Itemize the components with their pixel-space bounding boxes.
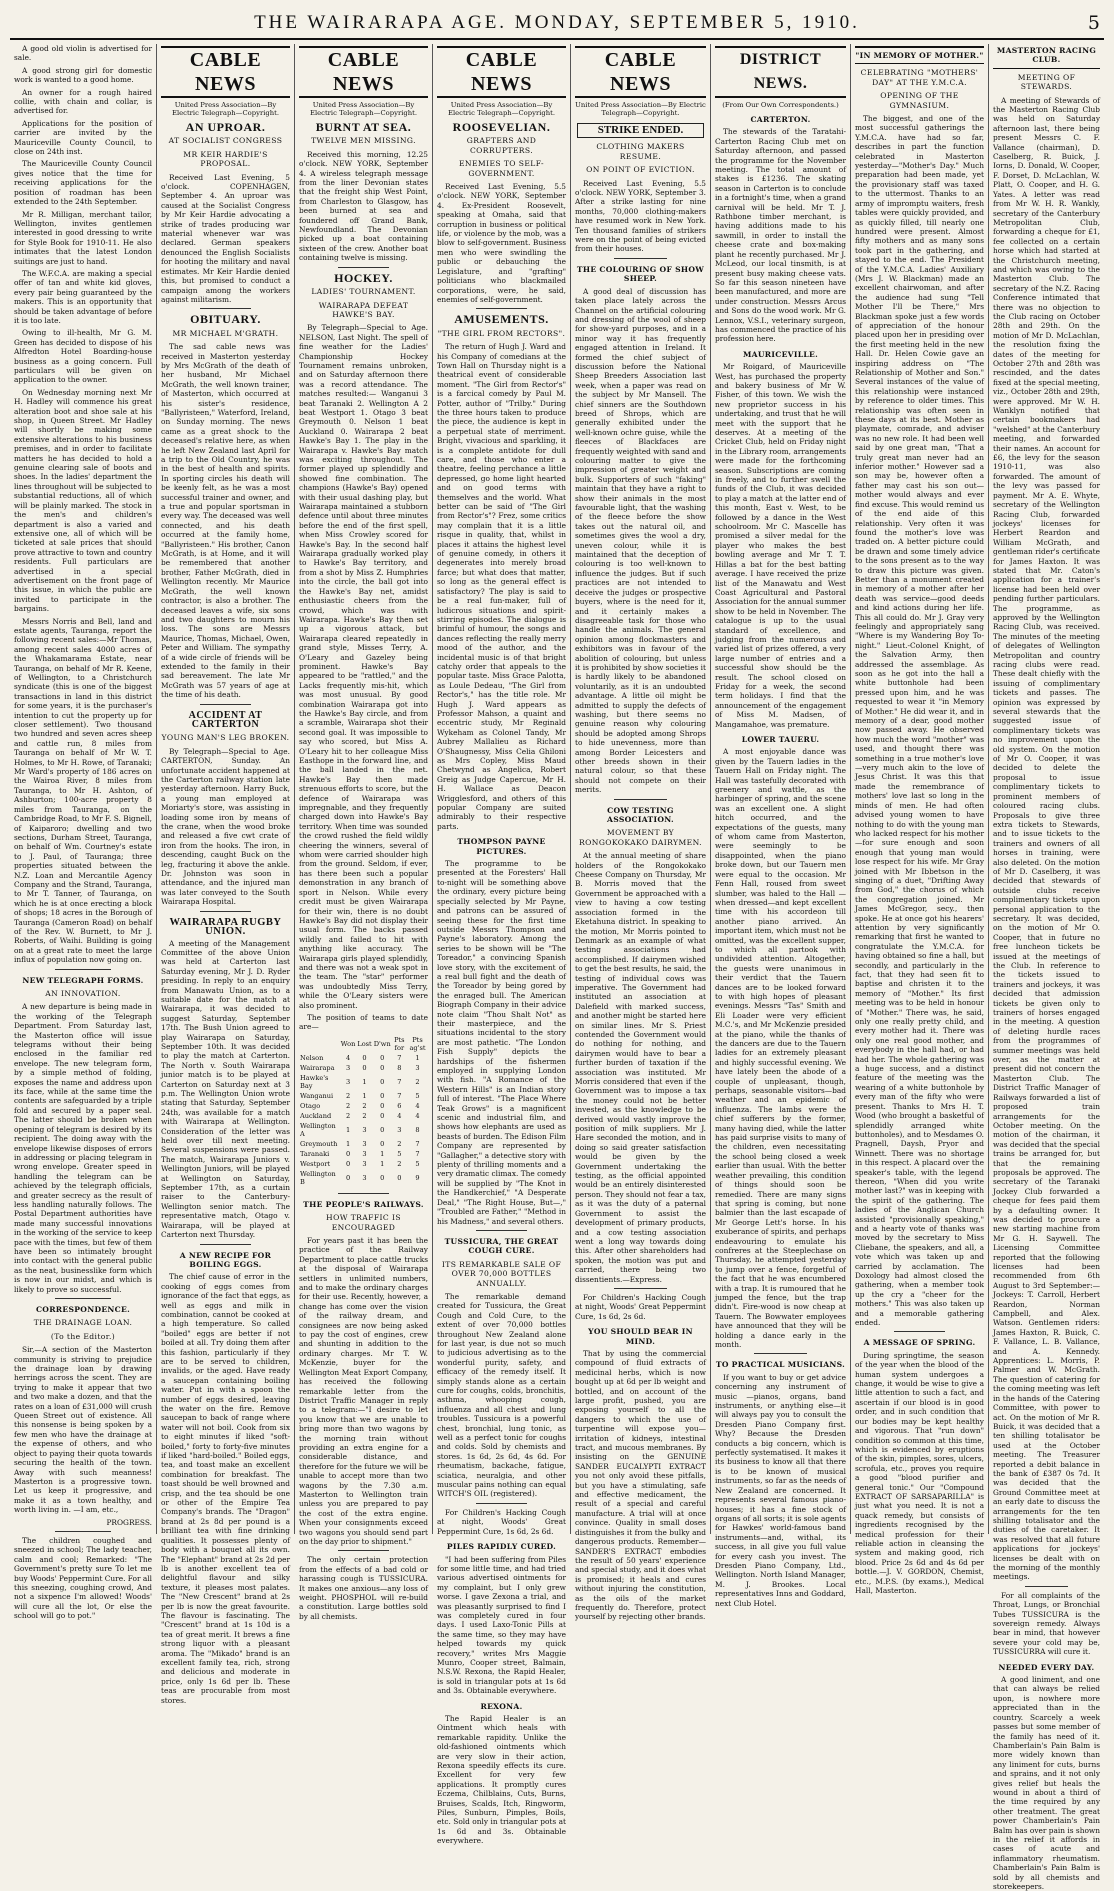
divider (614, 1288, 666, 1289)
article-body: The sad cable news was received in Masterton yesterday by Mrs McGrath of the death of her husband, Mr Michael McGrath, the well known trainer, of Masterton, which occurred at his sister's residence, "Ballyristeen," Waterford, Ireland, on Sunday morning. The news came as a great shock to the deceased's relative here, as when he left New Zealand last April for a trip to the Old Country, he was in the best of health and spirits. In sporting circles his death will be keenly felt, as he was a most successful trainer and owner, and a true and popular sportsman in every way. The deceased was well connected, and his death occurred at the family home, "Ballyristeen." His brother, Canon McGrath, is at Home, and it will be remembered that another brother, Father McGrath, died in Wellington recently. Mr Maurice McGrath, the well known contractor, is also a brother. The deceased leaves a wife, six sons and two daughters to mourn his loss. The sons are Messrs Maurice, Thomas, Michael, Owen, Peter and William. The sympathy of a wide circle of friends will be extended to the family in their sad bereavement. The late Mr McGrath was 57 years of age at the time of his death. (161, 342, 290, 700)
article-subhead: MOVEMENT BY RONGOKOKAKO DAIRYMEN. (579, 828, 702, 847)
article-headline: THE COLOURING OF SHOW SHEEP. (576, 264, 705, 284)
column-4 (432, 44, 570, 1846)
table-cell: 3 (345, 1077, 351, 1086)
table-cell: 3 (345, 1063, 351, 1072)
table-cell: 0 (345, 1149, 351, 1158)
article-subhead: (To the Editor.) (50, 1331, 116, 1341)
section-banner: CABLE NEWS (299, 46, 428, 98)
article-headline: "IN MEMORY OF MOTHER." (855, 46, 984, 64)
advert-text: "I had been suffering from Piles for some little time, and had tried various advertised ointments for my complaint, but I only grew worse. I gave Zexona a trial, and was pleasantly surprised to find I was completely cured in four days. I used Laxo-Tonic Pills at the same time, so they may have helped towards my quick recovery," writes Mrs Maggie Munro, Cooper street, Balmain, N.S.W. Rexona, the Rapid Healer, is sold in triangular pots at 1s 6d and 3s. Obtainable everywhere. (437, 1554, 566, 1696)
article-body: The chief cause of error in the cooking of eggs comes from ignorance of the fact that eggs, as well as eggs and milk in combination, cannot be cooked at a high temperature. So called "boiled" eggs are better if not boiled at all. Try doing them after this fashion, particularly if they are to be served to children, invalids, or the aged. Have ready a saucepan containing boiling water. Put in with a spoon the number of eggs desired, leaving the water on the fire. Remove saucepan to back of range where water will not boil. Cook from six to eight minutes if liked "soft-boiled," forty to forty-five minutes if liked "hard-boiled." Boiled eggs, tea, and toast make an excellent combination for breakfast. The toast should be well browned and crisp, and the tea should be one or other of the Empire Tea Company's brands. The "Dragon" brand at 2s 8d per pound is a brilliant tea with fine drinking qualities. It possesses plenty of body with a bouquet all its own. The "Elephant" brand at 2s 2d per lb is another excellent tea of delightful flavour and silky texture, it pleases most palates. The "New Crescent" brand at 2s per lb is now the great favourite. The flavour is fascinating. The "Crescent" brand at 1s 10d is a tea of great merit. It brews a fine strong liquor with a pleasant aroma. The "Mikado" brand is an excellent family tea, rich, strong and delicious and moderate in price, only 1s 6d per lb. These teas are procurable from most stores. (161, 1272, 290, 1705)
section-banner: CABLE NEWS (437, 46, 566, 98)
article-headline: ACCIDENT AT CARTERTON (188, 709, 263, 730)
table-cell: Greymouth (300, 1139, 338, 1148)
divider (200, 911, 252, 912)
table-cell: 8 (397, 1063, 402, 1072)
press-credit: United Press Association—By Electric Telegraph—Copyright. (447, 101, 555, 117)
article-body: The return of Hugh J. Ward and his Company of comedians at the Town Hall on Thursday night is a theatrical event of considerable moment. "The Girl from Rector's" is a farcical comedy by Paul M. Potter, author of "Trilby." During the three hours taken to produce the piece, the audience is kept in a perpetual state of merriment. Bright, vivacious and sparkling, it is a complete antidote for dull care, and those who enter a theatre, feeling perchance a little depressed, go home light hearted and on good terms with themselves and the world. What better can be said of "The Girl from Rector's"? Frez, some critics may complain that it is a little risque in quality, that, whilst in places it attains the highest level of genuine comedy, in others it degenerates into merely broad farce; but what does that matter, so long as the general effect is satisfactory? The play is said to be a real fun-maker, full of ludicrous situations and spirit-stirring episodes. The dialogue is brimful of humour, the songs and dances reflecting the really merry mood of the author, and the incidental music is of that bright catchy order that appeals to the popular taste. Miss Grace Palotta, as Loule Dedeau, "The Girl from Rector's," has the title role. Mr Hugh J. Ward appears as Professor Mahson, a quaint and eccentric study, Mr Reginald Wykeham as Colonel Tandy, Mr Aubrey Mallalieu as Richard O'Shaugnessy, Miss Celia Ghiloni as Mrs Copley, Miss Maud Chetwynd as Angelica, Robert Greig as Judge Capercue, Mr H. H. Wallace as Deacon Wrigglesford, and others of this popular Company are suited admirably to their respective parts. (437, 342, 566, 831)
notice-paragraph: Owing to ill-health, Mr G. M. Green has decided to dispose of his Alfredton Hotel Boarding-house business as a going concern. Full particulars will be given on application to the owner. (14, 328, 152, 385)
table-cell: 2 (345, 1111, 351, 1120)
article-subhead: ENEMIES TO SELF-GOVERNMENT. (458, 159, 545, 178)
letter-signature: PROGRESS. (106, 1517, 152, 1527)
short-notices (14, 44, 152, 965)
table-cell: 0 (380, 1053, 385, 1062)
table-row (299, 1159, 428, 1169)
notice-paragraph: An owner for a rough haired collie, with chain and collar, is advertised for. (14, 87, 152, 116)
article-headline: CORRESPONDENCE. (35, 1305, 131, 1314)
table-cell: 0 (380, 1111, 385, 1120)
table-cell: Taranaki (300, 1149, 330, 1158)
article-body: Received Last Evening, 5.5 o'clock. NEW YORK, September 4. Ex-President Roosevelt, speaking at Omaha, said that corruption in business or political life, or violence by the mob, was a blow to self-government. Business men who were swindling the public or debauching the Legislature, and "grafting" politicians who blackmailed corporations, were, he said, enemies of self-government. (437, 182, 566, 304)
table-row (299, 1073, 428, 1091)
notice-paragraph: A good strong girl for domestic work is wanted to a good home. (14, 65, 152, 85)
table-header: Lost (357, 1039, 372, 1048)
article-body: The stewards of the Taratahi-Carterton Racing Club met on Saturday afternoon, and passed the programme for the November meeting. The total amount of stakes is £1236. The skating season in Carterton is to conclude in a fortnight's time, when a grand carnival will be held. Mr T. J. Rathbone timber merchant, is having additions made to his sawmill, in order to install the cheese crate and box-making plant he recently purchased. Mr J. McLeod, our local tinsmith, is at present busy making cheese vats. So far this season nineteen have been manufactured, and more are under construction. Messrs Arcus and Sons do the wood work. Mr G. Lennox, V.S.I., veterinary surgeon, has commenced the practice of his profession here. (715, 127, 846, 344)
table-header: Pts for (394, 1035, 405, 1052)
article-body: By Telegraph—Special to Age. NELSON, Last Night. The spell of fine weather for the Ladies' Championship Hockey Tournament remains unbroken, and on Saturday afternoon there was a record attendance. The matches resulted:— Wanganui 3 beat Taranaki 2. Wellington A 2 beat Westport 1. Otago 3 beat Greymouth 0. Nelson 1 beat Auckland 0. Wairarapa 2 beat Hawke's Bay 1. The play in the Wairarapa v. Hawke's Bay match was exciting throughout. The former played up splendidly and showed fine combination. The champions (Hawke's Bay) opened with their usual dashing play, but Wairarapa maintained a stubborn defence until about three minutes before the end of the first spell, when Miss Crowley scored for Hawke's Bay. In the second half Wairarapa gradually worked play to Hawke's Bay territory, and from a shot by Miss Z. Humphries into the circle, the ball got into the Hawke's Bay net, amidst enthusiastic cheers from the crowd, which was with Wairarapa. Hawke's Bay then set up a vigorous attack, but Wairarapa cleared repeatedly in grand style, Misses Terry, A. O'Leary and Gazeley being prominent. Hawke's Bay appeared to be "rattled," and the Lacks frequently mis-hit, which was most unusual. By good combination Wairarapa got into the Hawke's Bay circle, and from a scramble, Wairarapa shot their second goal. It was impossible to say who scored, but Miss A. O'Leary hit to her colleague Miss Easthope in the forward line, and the ball landed in the net. Hawke's Bay then made strenuous efforts to score, but the defence of Wairarapa was impregnable, and they frequently charged down into Hawke's Bay territory. When time was sounded the crowd rushed the field wildly cheering the winners, several of whom were carried shoulder high from the ground. Seldom, if ever, has there been such a popular demonstration in any branch of sport in Nelson. While every credit must be given Wairarapa for their win, there is no doubt Hawke's Bay did not display their usual form. The backs passed wildly and failed to hit with anything like accuracy. The Wairarapa girls played splendidly, and there was not a weak spot in the team. The "star" performer was undoubtedly Miss Terry, while the O'Leary sisters were also prominent. (299, 323, 428, 1010)
table-cell: 0 (380, 1173, 385, 1182)
divider (476, 1230, 528, 1231)
table-cell: Wanganui (300, 1091, 334, 1100)
table-cell: 0 (380, 1125, 385, 1134)
article-subhead: GRAFTERS AND CORRUPTERS. (466, 136, 537, 155)
article-body: Mr Roigard, of Mauriceville West, has purchased the property and bakery business of Mr W. Fisher, of this town. We wish the new proprietor success in his undertaking, and trust that he will meet with the support that he deserves. At a meeting of the Cricket Club, held on Friday night in the Library room, arrangements were made for the forthcoming season. Subscriptions are coming in freely, and to further swell the funds of the Club, it was decided to play a match at the latter end of this month, East v. West, to be followed by a dance in the West schoolroom. Mr C. Mascelle has promised a silver medal for the player who makes the best bowling average and Mr T. T. Hillas a bat for the best batting average. I have received the prize list of the Manawatu and West Coast Agricultural and Pastoral Association for the annual summer show to be held in November. The catalogue is up to the usual standard of excellence, and judging from the numerous and varied list of prizes offered, a very large number of entries and a successful show should be the result. The school closed on Friday for a week, the second term holidays. I find that the announcement of the engagement of Miss M. Madsen, of Mangamahoe, was premature. (715, 362, 846, 729)
table-header: Pts ag'st (409, 1035, 426, 1052)
table-cell: Westport (300, 1159, 331, 1168)
table-cell: 3 (362, 1173, 367, 1182)
table-row (299, 1149, 428, 1159)
article-headline: OBITUARY. (190, 312, 261, 327)
press-credit: United Press Association—By Electric Telegraph—Copyright. (575, 101, 706, 117)
table-cell: 0 (397, 1173, 402, 1182)
table-cell: 1 (345, 1139, 351, 1148)
article-subhead: ITS REMARKABLE SALE OF OVER 70,000 BOTTLES ANNUALLY. (441, 1259, 562, 1288)
table-row (299, 1121, 428, 1139)
article-headline: A MESSAGE OF SPRING. (863, 1338, 976, 1348)
article-body: A meeting of Stewards of the Masterton Racing Club was held on Saturday afternoon last, there being present Messrs C. F. Vallance (chairman), D. Caselberg, R. Buick, J. Iorns, D. Donald, W. Cooper, F. Dorset, D. McLachlan, W. Platt, O. Cooper, and H. G. Yates. A letter was read from Mr W. H. R. Wankly, secretary of the Canterbury Metropolitan Club, forwarding a cheque for £1, fee collected on a certain horse which had started at the Christchurch meeting, and which was owing to the Masterton Club. The secretary of the N.Z. Racing Conference intimated that there was no objection to the Club racing on October 28th and 29th. On the motion of Mr D. McLachlan, the resolution fixing the dates of the meeting for October 27th and 28th was rescinded, and the dates fixed at the special meeting, viz., October 28th and 29th, were approved. Mr W. H. Wanklyn notified that certain bookmakers had "welshed" at the Canterbury meeting, and forwarded their names. An account for £6, the levy for the season 1910-11, was also forwarded. The amount of the levy was passed for payment. Mr A. E. Whyte, secretary of the Wellington Racing Club, forwarded jockeys' licenses for Herbert Reardon and William McGrath, and gentleman rider's certificate for James Haxton. It was stated that Mr. Caton's application for a trainer's license had been held over pending further particulars. The programme, as approved by the Wellington Racing Club, was received. The minutes of the meeting of delegates of Wellington Metropolitan and country racing clubs were read. These dealt chiefly with the issuing of complimentary tickets and passes. The opinion was expressed by several stewards that the suggested issue of complimentary tickets was no improvement upon the old system. On the motion of Mr O. Cooper, it was decided to delete the proposal to issue complimentary tickets to prominent members of coloured racing clubs. Proposals to give three extra tickets to Stewards, and to issue tickets to the trainers and owners of all horses in training, were also deleted. On the motion of Mr D. Caselberg, it was decided that stewards of outside clubs receive complimentary tickets upon personal application to the secretary. It was decided, on the motion of Mr O. Cooper, that in future no free luncheon tickets be issued at the meetings of the Club. In reference to the tickets issued to trainers and jockeys, it was decided that admission tickets be given only to trainers of horses engaged in the meeting. A question of deleting hurdle races from the programmes of summer meetings was held over, as the matter at present did not concern the Masterton Club. The District Traffic Manager of Railways forwarded a list of proposed train arrangements for the October meeting. On the motion of the chairman, it was decided that the special trains be arranged for, but that the remaining proposals be approved. The secretary of the Taranaki Jockey Club forwarded a cheque for fees paid them by a defaulting owner. It was decided to procure a new starting machine from Mr G. H. Saywell. The Licensing Committee reported that the following licenses had been recommended from 6th August to 3rd September:—Jockeys: T. Carroll, Herbert Reardon, Norman Campbell, and Alex. Watson. Gentlemen riders: James Haxton, R. Buick, C. F. Vallance, L. B. Vallance, and A. Kennedy. Apprentices: L. Morris, P. Palmer and W. McGrath. The question of catering for the coming meeting was left in the hands of the Catering Committee, with power to act. On the motion of Mr R. Buick, it was decided that a ten shilling totalisator be used at the October meeting. The Treasurer reported a debit balance in the bank of £387 0s 7d. It was decided that the Ground Committee meet at an early date to discuss the arrangements for the ten shilling totalisator and the duties of the caretaker. It was resolved that all future applications for jockeys' licenses be dealt with on the morning of the monthly meetings. (993, 95, 1101, 1582)
column-2 (156, 44, 294, 1705)
table-cell: 0 (380, 1077, 385, 1086)
table-cell: 3 (397, 1125, 402, 1134)
divider (338, 1550, 390, 1551)
divider (338, 1193, 390, 1194)
table-cell: 3 (415, 1063, 420, 1072)
article-headline: NEW TELEGRAPH FORMS. (22, 975, 144, 985)
article-headline: YOU SHOULD BEAR IN MIND. (588, 1327, 693, 1346)
divider (614, 258, 666, 259)
table-cell: 0 (380, 1063, 385, 1072)
article-body: A meeting of the Management Committee of the above Union was held at Carterton last Saturday evening, Mr J. D. Ryder presiding. In reply to an enquiry from Manawatu Union, as to a suitable date for the match at Wairarapa, it was decided to suggest Saturday, September 17th. The Bush Union agreed to play Wairarapa on Saturday, September 10th. It was decided to play the match at Carterton. The North v. South Wairarapa junior match is to be played at Carterton on Saturday next at 3 p.m. The Wellington Union wrote stating that Saturday, September 24th, was available for a match with Wairarapa at Wellington. Consideration of the letter was held over till next meeting. Several suspensions were passed. The match, Wairarapa Juniors v. Wellington Juniors, will be played at Wellington on Saturday, September 17th, as a curtain raiser to the Canterbury-Wellington senior match. The representative match, Otago v. Wairarapa, will be played at Carterton next Thursday. (161, 938, 290, 1240)
advert-text: The only certain protection from the effects of a bad cold or harassing cough is TUSSICURA. It makes one anxious—any loss of weight. PHOSPHOL will re-build a constitution. Large bottles sold by all chemists. (299, 1555, 428, 1621)
article-headline: THE PEOPLE'S RAILWAYS. (303, 1199, 424, 1209)
article-headline: PILES RAPIDLY CURED. (446, 1542, 557, 1552)
table-cell: 2 (415, 1077, 420, 1086)
article-headline: ROOSEVELIAN. (452, 120, 551, 134)
article-subhead: WAIRARAPA DEFEAT HAWKE'S BAY. (318, 300, 409, 319)
article-headline: WAIRARAPA RUGBY UNION. (169, 916, 282, 938)
table-cell: 0 (345, 1173, 351, 1182)
table-cell: 7 (397, 1053, 402, 1062)
column-1 (10, 44, 156, 1621)
column-3 (294, 44, 432, 1621)
table-cell: 0 (345, 1159, 351, 1168)
article-headline: TUSSICURA, THE GREAT COUGH CURE. (444, 1236, 559, 1256)
article-headline: A NEW RECIPE FOR BOILING EGGS. (179, 1250, 272, 1269)
table-cell: 2 (397, 1139, 402, 1148)
table-cell: 5 (397, 1149, 402, 1158)
table-cell: 2 (345, 1091, 351, 1100)
table-cell: 1 (345, 1125, 351, 1134)
table-cell: 1 (380, 1149, 385, 1158)
divider (200, 704, 252, 705)
article-body: A good deal of discussion has taken place lately across the Channel on the artificial colouring and dressing of the wool of sheep for show-yard purposes, and in a minor way it has frequently engaged attention in Ireland. It formed the chief subject of discussion before the National Sheep Breeders Association last week, when a paper was read on the subject by Mr Mansell. The chief sinners are the Southdown breed of Shrops, which are generally exhibited under the well-known ochre guise, while the fleeces of Blackfaces are frequently weighted with sand and colouring matter to give the impression of greater weight and bulk. Supporters of such "faking" maintain that they have a right to show their animals in the most favourable light, that the washing of the fleece before the show takes out the natural oil, and sometimes gives the wool a dry, uneven colour, while it is maintained that the deception of colouring is too well-known to influence the judges. But if such practices are not intended to deceive the judges or prospective buyers, where is the need for it, and it certainly makes a disagreeable task for those who handle the animals. The general opinion among flockmasters and exhibitors was in favour of the abolition of colouring, but unless it is prohibited by show societies it is hardly likely to be abandoned voluntarily, as it is an undoubted advantage. A little oil might be admitted to supply the defects of washing, but there seems no genuine reason why colouring should be adopted among Shrops to hide unevenness, more than among Border Leicesters and other breeds shown in their natural colour, so that these should not compete on their merits. (575, 286, 706, 795)
table-intro: The position of teams to date are— (299, 1012, 428, 1032)
article-body: At the annual meeting of share holders of the Rongokokako Cheese Company on Thursday, Mr B. Morris moved that the Government be approached with a view to having a cow testing association formed in the Eketahuna district. In speaking to the motion, Mr Morris pointed to Denmark as an example of what testing associations had accomplished. If dairymen wished to get the best results, he said, the testing of individual cows was imperative. The Government had instituted an association at Dalefield with marked success, and another might be started here on similar lines. Mr S. Priest contended the Government would do nothing for nothing, and dairymen would have to bear a further burden of taxation if the association was instituted. Mr Morris considered that even if the Government was to impose a tax the money could not be better invested, as the knowledge to be derived would vastly improve the position of milk suppliers. Mr J. Hare seconded the motion, and in doing so said greater satisfaction would be given by the Government undertaking the testing, as the official appointed would be an entirely disinterested person. They should not fear a tax, as it was the duty of a paternal Government to assist the development of primary products, and a cow testing association went a long way towards doing this. After other shareholders had spoken, the motion was put and carried, there being two dissentients.—Express. (575, 851, 706, 1284)
notice-paragraph: A good old violin is advertised for sale. (14, 44, 152, 63)
divider (1025, 1586, 1068, 1587)
letter-body: Sir,—A section of the Masterton community is striving to prejudice the drainage loan by drawing herrings across the scent. They are trying to make it appear that two and two make a dozen, and that the rates on a loan of £31,000 will crush Queen Street out of existence. All this nonsense is being spoken by a few men who have the drainage at the expense of others, and who object to paying their quota towards securing the health of the town. Away with such meanness! Masterton is a progressive town. Let us keep it progressive, and make it as a town healthy, and worth living in. —I am, etc., (14, 1345, 152, 1515)
article-body: A new departure is being made in the working of the Telegraph Department. From Saturday last, the Masterton office will issue telegrams without their being enclosed in the familiar red envelope. The new telegram form, by a simple method of folding, exposes the name and address upon its face, while at the same time the contents are safeguarded by a triple fold and secured by a paper seal. The latter should be broken when opening of telegram is desired by its recipient. The doing away with the envelope likewise disposes of errors in addressing or placing telegram in wrong envelope. Greater speed in handling the telegram can be achieved by the telegraph officials, and greater secrecy as the result of less handling naturally follows. The Postal Department authorities have made many successful innovations in the working of the service to keep pace with the times, but few of them have been so intimately brought into contact with the general public as the neat, businesslike form which is now in our midst, and which is likely to prove so successful. (14, 1002, 152, 1294)
divider (476, 308, 528, 309)
table-row (299, 1111, 428, 1121)
column-6 (710, 44, 850, 1608)
table-cell: 9 (415, 1173, 420, 1182)
advert-poem: The children coughed and sneezed in school; The lady teacher, calm and cool; Remarked: "The Government's pretty sure To let me buy Woods' Peppermint Cure. For all this sneezing, coughing crowd, And not a sixpence I'm allowed! Woods' will cure all the lot, Or else the school will go to pot." (14, 1535, 152, 1621)
article-subhead: MEETING OF STEWARDS. (1017, 72, 1076, 92)
section-banner: DISTRICT NEWS. (715, 46, 846, 98)
table-cell: 2 (345, 1101, 351, 1110)
table-cell: 7 (415, 1139, 420, 1148)
table-header: D'wn (373, 1039, 391, 1048)
boxed-headline: STRIKE ENDED. (577, 123, 704, 138)
notice-paragraph: Messrs Norris and Bell, land and estate agents, Tauranga, report the following recent sales:—Mr Thomas, among recent sales 4000 acres of the Whakamarama Estate, near Tauranga, on behalf of Mr R. Keene, of Wellington, to a Christchurch syndicate (this is one of the biggest transactions in land in this district for some years, it is the purchaser's intention to cut the property up for closer settlement). Two thousand two hundred and seven acres sheep and cattle run, 8 miles from Tauranga on behalf of Mr W. T. Holmes, to Mr H. Rowe, of Taranaki; Mr Ward's property of 186 acres on the Wairoa River, 8 miles from Tauranga, to Mr H. Ashton, of Ashburton; 100-acre property 8 miles from Tauranga, on the Cambridge Road, to Mr F. S. Bignell, of Kaiparoro; dwelling and two sections, Durham Street, Tauranga, on behalf of Wm. Courtney's estate to J. Paul, of Tauranga; three properties situated between the N.Z. Loan and Mercantile Agency Company and the Strand, Tauranga, to Mr T. Tanner, of Tauranga, on which he is at once erecting a block of shops; 18 acres in the Borough of Tauranga (Cameron Road) on behalf of the Rev. W. Burnett, to Mr J. Roberts, of Waihi. Building is going on at a great rate to meet the large influx of population now going on. (14, 616, 152, 965)
table-cell: 4 (415, 1111, 420, 1120)
article-headline: MASTERTON RACING CLUB. (993, 46, 1100, 69)
article-headline: NEEDED EVERY DAY. (998, 1662, 1095, 1672)
table-row (299, 1169, 428, 1187)
article-body: The programme to be presented at the Foresters' Hall to-night will be something above the ordinary, every picture being specially selected by Mr Payne, and patrons can be assured of seeing these for the first time outside Messrs Thompson and Payne's laboratory. Among the series to be shown will be "The Toreador," a convincing Spanish love story, with the excitement of a real bull fight and the death of the Toreador by being gored by the enraged bull. The American Biograph Company in their advice note claim "Thou Shalt Not" as their masterpiece, and the situations incidental to the story are most pathetic. "The London Fish Supply" depicts the hardships of the fishermen employed in supplying London with fish. "A Romance of the Western Hills" is an Indian story full of interest. "The Place Where Teak Grows" is a magnificent scenic and industrial film, and shows how elephants are used as beasts of burden. The Edison Film Company are represented by "Gallagher," a detective story with plenty of thrilling moments and a very dramatic climax. The comedy will be supplied by "The Knot in the Handkerchief," "A Desperate Deal," "The Right House, But—," "Troubled are Father," "Method in his Madness," and several others. (437, 859, 566, 1226)
masthead (10, 8, 1104, 40)
table-cell: 3 (362, 1125, 367, 1134)
table-cell: 3 (362, 1149, 367, 1158)
table-cell: 1 (362, 1091, 367, 1100)
article-headline: AN UPROAR. (185, 120, 266, 134)
article-subhead: AT SOCIALIST CONGRESS (168, 136, 283, 146)
table-cell: 1 (380, 1159, 385, 1168)
column-8 (988, 44, 1104, 1891)
divider (55, 1298, 110, 1299)
advert-text: For all complaints of the Throat, Lungs, or Bronchial Tubes TUSSICURA is the sovereign remedy. Always bear in mind, that however severe your cold may be, TUSSICURRA will cure it. (993, 1590, 1100, 1657)
table-cell: 7 (415, 1149, 420, 1158)
advert-text: For Children's Hacking Cough at night, Woods' Great Peppermint Cure, 1s 6d, 2s 6d. (437, 1507, 566, 1536)
article-subhead: "THE GIRL FROM RECTORS". (437, 328, 566, 338)
table-cell: 5 (415, 1159, 420, 1168)
notice-paragraph: On Wednesday morning next Mr H. Hadley will commence his great alteration boot and shoe sale at his shop, in Queen Street. Mr Hadley will shortly be making some extensive alterations to his business premises, and in order to facilitate matters he has decided to hold a genuine clearing sale of boots and shoes. In the ladies' department the lines throughout will be subjected to substantial reductions, all of which will be plainly marked. The stock in the men's and children's department is also a varied and extensive one, all of which will be ticketed at sale prices that should prove attractive to town and country residents. Full particulars are advertised in a special advertisement on the front page of this issue, in which the public are invited to participate in the bargains. (14, 387, 152, 614)
divider (200, 308, 252, 309)
press-credit: (From Our Own Correspondents.) (722, 101, 839, 109)
table-cell: 0 (362, 1063, 367, 1072)
table-header-row (299, 1035, 428, 1053)
article-subhead: AN INNOVATION. (45, 989, 121, 998)
article-subhead: OPENING OF THE GYMNASIUM. (880, 91, 959, 110)
table-cell: 6 (397, 1101, 402, 1110)
advert-text: The remarkable demand created for Tussicura, the Great Cough and Cold Cure, to the extent of over 70,000 bottles throughout New Zealand alone for last year, is due not so much to judicious advertising as to the wonderful purity, safety, and efficacy of the remedy itself. It simply stands alone as a certain cure for coughs, colds, bronchitis, asthma, whooping cough, influenza and all chest and lung troubles. Tussicura is a powerful chest, bronchial, lung tonic, as well as a perfect tonic for coughs and colds. Sold by chemists and stores. 1s 6d, 2s 6d, 4s 6d. For rheumatism, backache, fatigue, sciatica, neuralgia, and other muscular pains nothing can equal WITCH'S OIL (registered). (437, 1291, 566, 1499)
advert-text: For Children's Hacking Cough at night, Woods' Great Peppermint Cure, 1s 6d, 2s 6d. (575, 1292, 706, 1321)
column-5 (570, 44, 710, 1622)
notice-paragraph: Mr R. Milligan, merchant tailor, Wellington, invites gentlemen interested in good dressing to write for Style Book for 1910-11. He also intimates that the latest London suitings are just to hand. (14, 209, 152, 266)
article-headline: AMUSEMENTS. (454, 312, 549, 327)
article-subhead: MR MICHAEL M'GRATH. (172, 328, 279, 338)
table-cell: 7 (397, 1077, 402, 1086)
divider (55, 969, 110, 970)
article-body: Received this morning, 12.25 o'clock. NEW YORK, September 4. A wireless telegraph message from the liner Devonian states that the freight ship West Point, from Charleston to Glasgow, has been burned at sea and foundered off Grand Bank, Newfoundland. The Devonian picked up a boat containing sixteen of the crew. Another boat containing twelve is missing. (299, 149, 428, 263)
article-headline: COW TESTING ASSOCIATION. (607, 805, 674, 825)
advert-text: During springtime, the season of the year when the blood of the human system undergoes a change, it would be wise to give a little attention to such a fact, and ascertain if our blood is in good order, and in such condition that our bodies may be kept healthy and vigorous. That "run down" condition so common at this time, which is evidenced by eruptions of the skin, pimples, sores, ulcers, scrofula, etc., proves you require a good "blood purifier and general tonic." Our "Compound EXTRACT OF SARSAPARILLA" is just what you need. It is not a quack remedy, but consists of ingredients recognised by the medical profession for their reliable action in cleansing the system and making good, rich blood. Price 2s 6d and 4s 6d per bottle.—J. V. GORDON, Chemist, etc., M.P.S. (by exams.), Medical Hall, Masterton. (855, 1350, 984, 1595)
article-headline: HOCKEY. (334, 270, 393, 285)
table-cell: Auckland (300, 1111, 332, 1120)
table-cell: 5 (415, 1091, 420, 1100)
table-cell: Wairarapa (300, 1063, 335, 1072)
article-headline: BURNT AT SEA. (315, 120, 412, 134)
standings-table (299, 1035, 428, 1187)
article-body: By Telegraph—Special to Age. CARTERTON, Sunday. An unfortunate accident happened at the Carterton railway station late yesterday afternoon. Harry Buck, a young man employed at Moriarty's store, was assisting in loading some iron by means of the crane, when the wood broke and released a five cwt crate of iron from the hooks. The iron, in descending, caught Buck on the leg, fracturing it above the ankle. Dr. Johnston was soon in attendance, and the injured man was later conveyed to the South Wairarapa Hospital. (161, 746, 290, 907)
district-headline: MAURICEVILLE. (742, 349, 819, 359)
article-subhead: CLOTHING MAKERS RESUME. (596, 142, 685, 161)
advert-text: If you want to buy or get advice concerning any instrument of music —pianos, organs, band instruments, or anything else—it will always pay you to consult the Dresden Piano Company first. Why? Because the Dresden conducts a big concern, which is perfectly systematised. It makes it its business to know all that there is to be known of musical instruments, so far as the needs of New Zealand are concerned. It represents several famous piano-houses; it has a fine stock of organs of all sorts; it is sole agents for Hawkes' world-famous band instruments—and, withal, its success, in all give you full value for every cash you invest. The Dresden Piano Company, Ltd., Wellington. North Island Manager, M. J. Brookes. Local representatives Inns and Goddard, next Club Hotel. (715, 1372, 846, 1608)
press-credit: United Press Association—By Electric Telegraph—Copyright. (171, 101, 279, 117)
table-row (299, 1053, 428, 1063)
table-cell: 0 (380, 1091, 385, 1100)
table-cell: 2 (362, 1101, 367, 1110)
table-cell: 2 (362, 1111, 367, 1120)
table-row (299, 1101, 428, 1111)
divider (754, 1353, 806, 1354)
table-row (299, 1139, 428, 1149)
article-subhead: LADIES' TOURNAMENT. (311, 287, 416, 297)
advert-text: That by using the commercial compound of fluid extracts of medicinal herbs, which is now bought up at 6d per lb weight and bottled, and on account of the large profit, pushed, you are exposing yourself to all the dangers to which the use of turpentine will expose you—irritation of kidneys, intestinal tract, and mucous membranes. By insisting on the GENUINE SANDER EUCALYPTI EXTRACT you not only avoid these pitfalls, but you have a stimulating, safe and effective medicament, the result of a special and careful manufacture. A trial will at once convince. Quality in small doses distinguishes it from the bulky and dangerous products. Remember—SANDER'S EXTRACT embodies the result of 50 years' experience and special study, and it does what is promised; it heals and cures without injuring the constitution, as the oils of the market frequently do. Therefore, protect yourself by rejecting other brands. (575, 1348, 706, 1622)
article-subhead: MR KEIR HARDIE'S PROPOSAL. (183, 149, 268, 169)
table-cell: Wellington B (300, 1169, 336, 1186)
district-headline: CARTERTON. (750, 115, 811, 124)
article-subhead: CELEBRATING "MOTHERS' DAY" AT THE Y.M.C.A. (860, 68, 979, 87)
district-headline: LOWER TAUERU. (741, 735, 820, 744)
divider (476, 1503, 528, 1504)
table-cell: Otago (300, 1101, 321, 1110)
table-row (299, 1063, 428, 1073)
table-cell: 1 (415, 1053, 420, 1062)
divider (338, 267, 390, 268)
table-cell: Wellington A (300, 1121, 336, 1138)
article-body: Received Last Evening, 5 o'clock. COPENHAGEN, September 4. An uproar was caused at the Socialist Congress by Mr Keir Hardie advocating a strike of trades producing war material whenever war was declared. German speakers denounced the English Socialists for hooting the military and naval estimates. Mr Keir Hardie denied this, but promised to conduct a campaign among the workers against militarism. (161, 172, 290, 304)
article-subhead: YOUNG MAN'S LEG BROKEN. (161, 733, 290, 743)
article-subhead: TWELVE MEN MISSING. (311, 136, 416, 146)
section-banner: CABLE NEWS (161, 46, 290, 98)
section-banner: CABLE NEWS (575, 46, 706, 98)
article-headline: TO PRACTICAL MUSICIANS. (715, 1360, 846, 1370)
table-header (299, 1035, 340, 1053)
article-body: The biggest, and one of the most successful gatherings the Y.M.C.A. have had so far, describes in part the function celebrated in Masterton yesterday—"Mother's Day." Much preparation had been made, yet the provisionary staff was taxed to the uttermost. Thanks to an army of impromptu waiters, fresh tables were quickly provided, and as quickly filled, till nearly one hundred were present. Almost fifty mothers and as many sons took part in the gathering, and stayed to the end. The President of the Y.M.C.A. Ladies' Auxiliary (Mrs J. W. Blackman) made an excellent chairwoman, and after the audience had sung "Tell Mother I'll be There," Mrs Blackman spoke just a few words of appreciation of the honour placed upon her in presiding over the first meeting held in the new Hall. Dr. Helen Cowie gave an inspiring address on "The Relationship of Mother and Son." Several instances of the value of this relationship were instanced by reference to older times. This relationship was often seen in these days at its best. Mother as playmate, comrade, and adviser was no new role. It had been well said by one great man, "That a truly great man never had an inferior mother." However sad a son may be, however often a father may cast his son out—mother would always and ever find excuse. This would remind us of the end aide of this relationship. Very often it was found the mother's love was traded on. A better picture could be drawn and some timely advice to the sons present as to the way to draw this picture was given. Better than a monument created in memory of a mother after her death was service—good deeds and kind actions during her life. This all could do. Mr J. Gray very feelingly and appropriately sang "Where is my Wandering Boy To-night." Lieut.-Colonel Knight, of the Salvation Army, then addressed the assemblage. As soon as he got into the hall a white buttonhole had been pressed upon him, and he was requested to wear it "in Memory of Mother." He did wear it, and in memory of a dear, good mother now passed away. He observed how much the word "mother" was used, and thought there was something in a true mother's love—very much akin to the love of Jesus Christ. It was this that made the remembrance of mothers' love last so long in the minds of men. He had often advised young women to have nothing to do with the young man who lacked respect for his mother—for sure enough and soon enough that young man would lose respect for his wife. Mr Gray joined with Mr Ibbetson in the singing of a duet, "Drifting Away from God," the chorus of which the congregation joined. Mr James McGregor, secy., then spoke. He at once got his hearers' attention by very significantly remarking that first he wanted to congratulate the Y.M.C.A. for having obtained so fine a hall, but secondly, and particularly in the fact, that they had seen fit to baptise and christen it to the memory of "Mother." Its first meeting was to be held in honour of "Mother." There was, he said, only one really pretty child, and every mother had it. There was only one real good mother, and everybody in the hall had, or had had her. The whole gathering was a huge success, and a distinct feature of the meeting was the wearing of a white buttonhole by every man of the fifty who were present. Thanks to Mrs H. T. Wood (who brought a basketful of splendidly arranged white buttonholes), and to Mesdames O. Pragnell, Daysh, Pryor and Winnett. There was no shortage in this respect. A placard over the speaker's table, with the legend thereon, "When did you write mother last?" was in keeping with the spirit of the gathering. The ladies of the Anglican Church assisted "provisionally speaking," and a hearty vote of thanks was moved by the secretary to Miss Cliebane, the speakers, and all, a vote which was taken up and carried by acclamation. The Doxology had almost closed the gathering, when a member took up the cry a "cheer for the mothers." This was also taken up and a memorable gathering ended. (855, 114, 984, 1328)
table-header: Won (340, 1039, 356, 1048)
article-subhead: THE DRAINAGE LOAN. (33, 1318, 133, 1328)
table-cell: 7 (397, 1091, 402, 1100)
table-cell: Hawke's Bay (300, 1073, 329, 1090)
table-cell: 4 (397, 1111, 402, 1120)
table-cell: 0 (362, 1053, 367, 1062)
notice-paragraph: The Mauriceville County Council gives notice that the time for receiving applications for the position of roadman has been extended to the 24th September. (14, 159, 152, 207)
table-row (299, 1091, 428, 1101)
table-cell: 0 (380, 1139, 385, 1148)
advert-text: A good liniment, and one that can always be relied upon, is nowhere more appreciated than in the country. Scarcely a week passes but some member of the family has need of it. Chamberlain's Pain Balm is more widely known than any liniment for cuts, burns and sprains, and it not only gives relief but heals the wound in about a third of the time required by any other treatment. The great power Chamberlain's Pain Balm has over pain is shown in the relief it affords in cases of acute and inflammatory rheumatism. Chamberlain's Pain Balm is sold by all chemists and storekeepers. (993, 1675, 1100, 1891)
page-number: 5 (1087, 12, 1100, 34)
article-body: Received Last Evening, 5.5 o'clock. NEW YORK, September 3. After a strike lasting for nine months, 70,000 clothing-makers have resumed work in New York. Ten thousand families of strikers were on the point of being evicted from their houses. (575, 178, 706, 254)
table-cell: Nelson (300, 1053, 324, 1062)
table-cell: 4 (415, 1101, 420, 1110)
divider (614, 799, 666, 800)
article-body: A most enjoyable dance was given by the Tauern ladies in the Tauern Hall on Friday night. The Hall was tastefully decorated with greenery and wattle, as the harbinger of spring, and the scene was an excellent one. A slight hitch occurred, and the expectations of the guests, many of whom came from Masterton, were seemingly to be disappointed, when the piano broke down, but our Tauern men were equal to the occasion. Mr Fenn Hall, roused from sweet slumber, was haled to the Hall —when dressed—and kept excellent time with his accordeon till another piano arrived. An important item, which must not be omitted, was the excellent supper, to which all partook with undivided attention. Altogether, the guests were unanimous in their verdict that the Tauern dances are to be looked forward to with high hopes of pleasant evenings. Messrs "Tas" Smith and Eli Loader were very efficient M.C.'s, and Mr McKenzie presided at the piano, while the thanks of the dancers are due to the Tauern ladies for an extremely pleasant and highly successful evening. We have lately been the abode of a couple of unpleasant, though, perhaps, seasonable visitors—bad weather and an epidemic of influenza. The lambs were the chief sufferers by the former, many having died, while the latter has paid surprise visits to many of the children, even necessitating the school being closed a week earlier than usual. With the better weather prevailing, this condition of things should soon be remedied. There are many signs that spring is coming, but none balmier than the last escapade of Mr George Lett's horse. In his exuberance of spirits, and perhaps endeavouring to emulate his confreres at the Steeplechase on Thursday, he attempted yesterday to jump over a fence, forgetful of the fact that he was encumbered with a trap. It is rumoured that he jumped the fence, but the trap didn't. Fire-wood is now cheap at Tauern. The Bowwater employees have announced that they will be holding a dance early in the month. (715, 747, 846, 1349)
divider (894, 1331, 946, 1332)
table-cell: 3 (362, 1139, 367, 1148)
table-cell: 0 (380, 1101, 385, 1110)
notice-paragraph: The W.F.C.A. are making a special offer of tan and white kid gloves, every pair being guaranteed by the makers. This is an opportunity that should be taken advantage of before it is too late. (14, 268, 152, 325)
article-body: For years past it has been the practice of the Railway Department to place cattle trucks at the disposal of Wairarapa settlers in unlimited numbers, and to make the ordinary charges for their use. Recently, however, a change has come over the vision of the railway dream, and consignees are now being asked to pay the cost of engines, crew and shunting in addition to the ordinary charges. Mr T. W. McKenzie, buyer for the Wellington Meat Export Company, has received the following remarkable letter from the District Traffic Manager in reply to a telegram:—"I desire to let you know that we are unable to bring more than two wagons by the morning train without providing an extra engine for a considerable distance, and therefore for the future we will be unable to accept more than two wagons by the 7.30 a.m. Masterton to Wellington train unless you are prepared to pay the cost of the extra engine. When your consignments exceed two wagons you should send part on the day prior to shipment." (299, 1236, 428, 1546)
article-subhead: ON POINT OF EVICTION. (586, 165, 695, 175)
divider (200, 1244, 252, 1245)
advert-text: The Rapid Healer is an Ointment which heals with remarkable rapidity. Unlike the old-fashioned ointments which are very slow in their action, Rexona speedily effects its cure. Excellent for very few applications. It promptly cures Eczema, Chilblains, Cuts, Burns, Bruises, Scalds, Itch, Ringworm, Piles, Sunburn, Pimples, Boils, etc. Sold only in triangular pots at 1s 6d and 3s. Obtainable everywhere. (437, 1714, 566, 1846)
table-cell: 1 (362, 1077, 367, 1086)
article-headline: THOMPSON PAYNE PICTURES. (457, 837, 546, 856)
column-7 (850, 44, 988, 1595)
table-cell: 3 (362, 1159, 367, 1168)
table-cell: 4 (345, 1053, 351, 1062)
article-subhead: HOW TRAFFIC IS ENCOURAGED (326, 1213, 401, 1232)
article-headline: REXONA. (480, 1701, 523, 1711)
notice-paragraph: Applications for the position of carrier are invited by the Mauriceville County Council, to close on 24th inst. (14, 118, 152, 157)
newspaper-title: THE WAIRARAPA AGE. MONDAY, SEPTEMBER 5, 1910. (254, 12, 860, 33)
divider (55, 1531, 110, 1532)
press-credit: United Press Association—By Electric Telegraph—Copyright. (309, 101, 417, 117)
table-cell: 8 (415, 1125, 420, 1134)
newspaper-columns (10, 44, 1104, 1891)
table-cell: 2 (397, 1159, 402, 1168)
